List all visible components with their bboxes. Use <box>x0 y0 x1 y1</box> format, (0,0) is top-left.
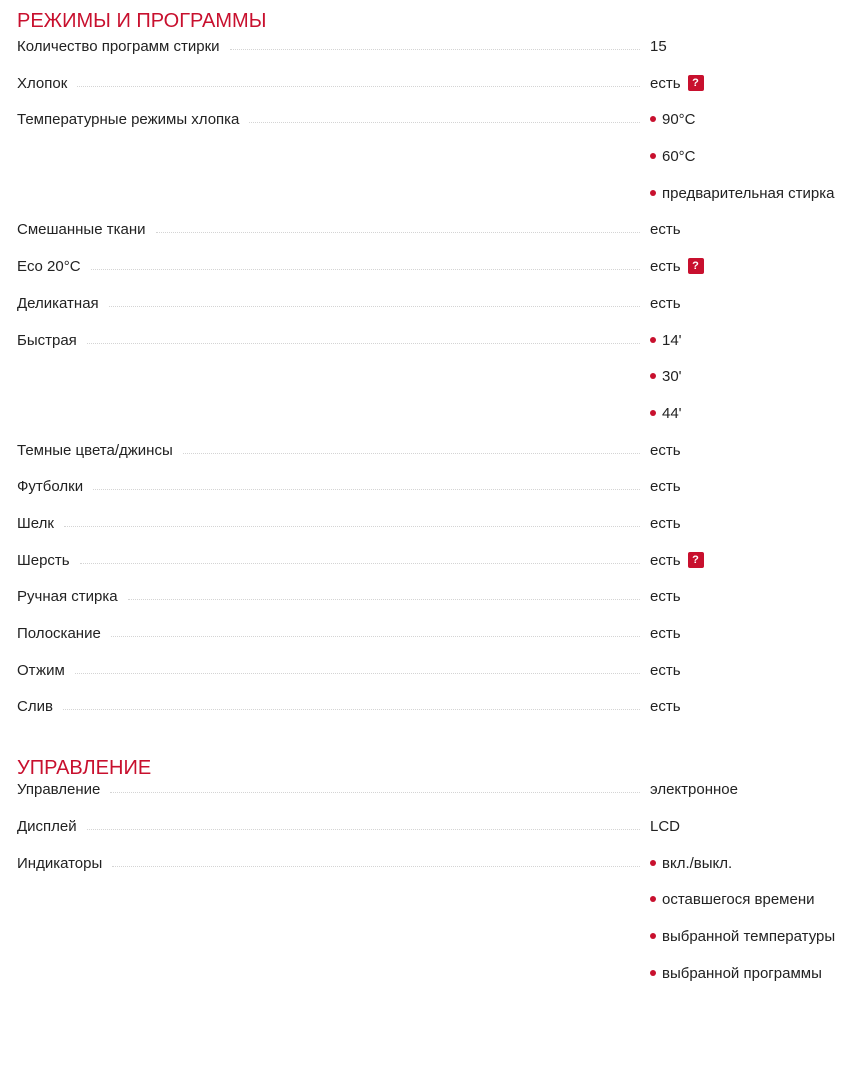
spec-value-item <box>650 890 868 910</box>
spec-value-text: 90°C <box>662 111 696 129</box>
spec-label-text: Отжим <box>17 661 75 681</box>
spec-label <box>17 294 650 314</box>
dotted-leader <box>183 441 640 454</box>
spec-label <box>17 110 650 130</box>
spec-value-text: есть <box>650 294 681 312</box>
spec-row <box>17 587 868 607</box>
spec-value <box>650 441 868 461</box>
spec-row <box>17 220 868 240</box>
spec-row <box>17 74 868 94</box>
spec-label-text: Полоскание <box>17 624 111 644</box>
spec-value <box>650 74 868 94</box>
spec-row <box>17 331 868 424</box>
spec-list <box>17 780 868 983</box>
spec-row <box>17 817 868 837</box>
section-controls <box>17 756 868 983</box>
spec-label-text: Хлопок <box>17 74 77 94</box>
spec-label <box>17 624 650 644</box>
dotted-leader <box>109 294 640 307</box>
spec-value <box>650 220 868 240</box>
dotted-leader <box>75 661 640 674</box>
spec-label-text: Слив <box>17 697 63 717</box>
spec-row <box>17 551 868 571</box>
spec-value <box>650 697 868 717</box>
spec-value-line <box>650 441 868 461</box>
dotted-leader <box>111 624 640 637</box>
section-modes-programs <box>17 0 868 717</box>
spec-label-text: Температурные режимы хлопка <box>17 110 249 130</box>
spec-row <box>17 257 868 277</box>
spec-label-text: Дисплей <box>17 817 87 837</box>
spec-value <box>650 854 868 984</box>
spec-label <box>17 514 650 534</box>
spec-label-text: Футболки <box>17 477 93 497</box>
dotted-leader <box>87 331 640 344</box>
spec-value-text: 30' <box>662 368 682 386</box>
spec-value-item <box>650 331 868 351</box>
spec-value-text: электронное <box>650 781 738 799</box>
spec-value-line <box>650 697 868 717</box>
spec-value-line <box>650 587 868 607</box>
help-question-icon[interactable]: ? <box>688 258 704 274</box>
spec-label-text: Быстрая <box>17 331 87 351</box>
dotted-leader <box>230 37 640 50</box>
spec-value-line <box>650 257 868 277</box>
bullet-dot-icon <box>650 860 656 866</box>
spec-value <box>650 37 868 57</box>
spec-label <box>17 257 650 277</box>
spec-label-text: Ручная стирка <box>17 587 128 607</box>
spec-value-item <box>650 404 868 424</box>
spec-value <box>650 477 868 497</box>
spec-value-line <box>650 37 868 57</box>
spec-value-text: есть <box>650 551 681 569</box>
dotted-leader <box>110 780 640 793</box>
bullet-dot-icon <box>650 337 656 343</box>
spec-value <box>650 331 868 424</box>
spec-label <box>17 854 650 874</box>
spec-value-text: 60°C <box>662 148 696 166</box>
help-question-icon[interactable]: ? <box>688 552 704 568</box>
spec-row <box>17 624 868 644</box>
spec-value-item <box>650 184 868 204</box>
dotted-leader <box>77 74 640 87</box>
spec-value-line <box>650 74 868 94</box>
spec-value-text: 15 <box>650 38 667 55</box>
help-question-icon[interactable]: ? <box>688 75 704 91</box>
spec-value <box>650 257 868 277</box>
spec-row <box>17 514 868 534</box>
spec-value-text: предварительная стирка <box>662 184 835 202</box>
spec-list <box>17 37 868 717</box>
spec-value <box>650 587 868 607</box>
spec-value-line <box>650 220 868 240</box>
dotted-leader <box>112 854 640 867</box>
dotted-leader <box>80 551 640 564</box>
spec-label <box>17 37 650 57</box>
spec-label-text: Управление <box>17 780 110 800</box>
spec-label-text: Шелк <box>17 514 64 534</box>
spec-row <box>17 441 868 461</box>
spec-value-item <box>650 964 868 984</box>
spec-value <box>650 661 868 681</box>
dotted-leader <box>91 257 640 270</box>
spec-value-line <box>650 294 868 314</box>
spec-value-text: есть <box>650 588 681 606</box>
bullet-dot-icon <box>650 190 656 196</box>
spec-value-line <box>650 551 868 571</box>
spec-value-text: 44' <box>662 404 682 422</box>
bullet-dot-icon <box>650 410 656 416</box>
spec-label <box>17 817 650 837</box>
spec-value-text: есть <box>650 258 681 276</box>
spec-label-text: Индикаторы <box>17 854 112 874</box>
spec-label <box>17 551 650 571</box>
spec-value-line <box>650 780 868 800</box>
spec-row <box>17 854 868 984</box>
spec-row <box>17 661 868 681</box>
dotted-leader <box>93 477 640 490</box>
spec-label-text: Количество программ стирки <box>17 37 230 57</box>
spec-label-text: Деликатная <box>17 294 109 314</box>
dotted-leader <box>87 817 640 830</box>
bullet-dot-icon <box>650 153 656 159</box>
bullet-dot-icon <box>650 896 656 902</box>
spec-value <box>650 514 868 534</box>
spec-label-text: Eco 20°C <box>17 257 91 277</box>
spec-value-text: есть <box>650 221 681 239</box>
section-title: УПРАВЛЕНИЕ <box>17 757 152 780</box>
spec-value <box>650 624 868 644</box>
spec-value-item <box>650 927 868 947</box>
spec-label <box>17 74 650 94</box>
section-title: РЕЖИМЫ И ПРОГРАММЫ <box>17 10 267 32</box>
spec-label-text: Темные цвета/джинсы <box>17 441 183 461</box>
spec-value-item <box>650 147 868 167</box>
dotted-leader <box>156 220 641 233</box>
spec-row <box>17 477 868 497</box>
spec-value-item <box>650 854 868 874</box>
spec-row <box>17 697 868 717</box>
spec-value-text: выбранной температуры <box>662 928 836 946</box>
spec-value-item <box>650 367 868 387</box>
spec-label <box>17 441 650 461</box>
spec-value-line <box>650 477 868 497</box>
spec-row <box>17 294 868 314</box>
spec-row <box>17 37 868 57</box>
spec-value-line <box>650 817 868 837</box>
spec-value-text: есть <box>650 441 681 459</box>
dotted-leader <box>128 587 640 600</box>
dotted-leader <box>64 514 640 527</box>
spec-value-line <box>650 514 868 534</box>
bullet-dot-icon <box>650 970 656 976</box>
spec-value-text: выбранной программы <box>662 964 822 982</box>
spec-value-text: есть <box>650 514 681 532</box>
spec-label <box>17 661 650 681</box>
dotted-leader <box>249 110 640 123</box>
spec-row <box>17 780 868 800</box>
spec-value-line <box>650 661 868 681</box>
spec-value-text: есть <box>650 74 681 92</box>
spec-value <box>650 294 868 314</box>
bullet-dot-icon <box>650 116 656 122</box>
bullet-dot-icon <box>650 933 656 939</box>
spec-label <box>17 220 650 240</box>
spec-value-text: есть <box>650 698 681 716</box>
spec-value-text: LCD <box>650 818 681 836</box>
dotted-leader <box>63 697 640 710</box>
spec-value-text: оставшегося времени <box>662 891 815 909</box>
spec-label <box>17 697 650 717</box>
bullet-dot-icon <box>650 373 656 379</box>
spec-value-item <box>650 110 868 130</box>
spec-value-text: есть <box>650 625 681 642</box>
spec-value <box>650 110 868 203</box>
spec-label <box>17 587 650 607</box>
spec-value <box>650 817 868 837</box>
spec-label <box>17 780 650 800</box>
spec-value-text: есть <box>650 661 681 679</box>
spec-value-text: есть <box>650 478 681 496</box>
spec-value <box>650 551 868 571</box>
spec-value-text: вкл./выкл. <box>662 854 733 872</box>
spec-value-line <box>650 624 868 644</box>
spec-label <box>17 477 650 497</box>
spec-value <box>650 780 868 800</box>
spec-value-text: 14' <box>662 331 682 349</box>
spec-label-text: Смешанные ткани <box>17 220 156 240</box>
spec-label <box>17 331 650 351</box>
spec-label-text: Шерсть <box>17 551 80 571</box>
spec-row <box>17 110 868 203</box>
